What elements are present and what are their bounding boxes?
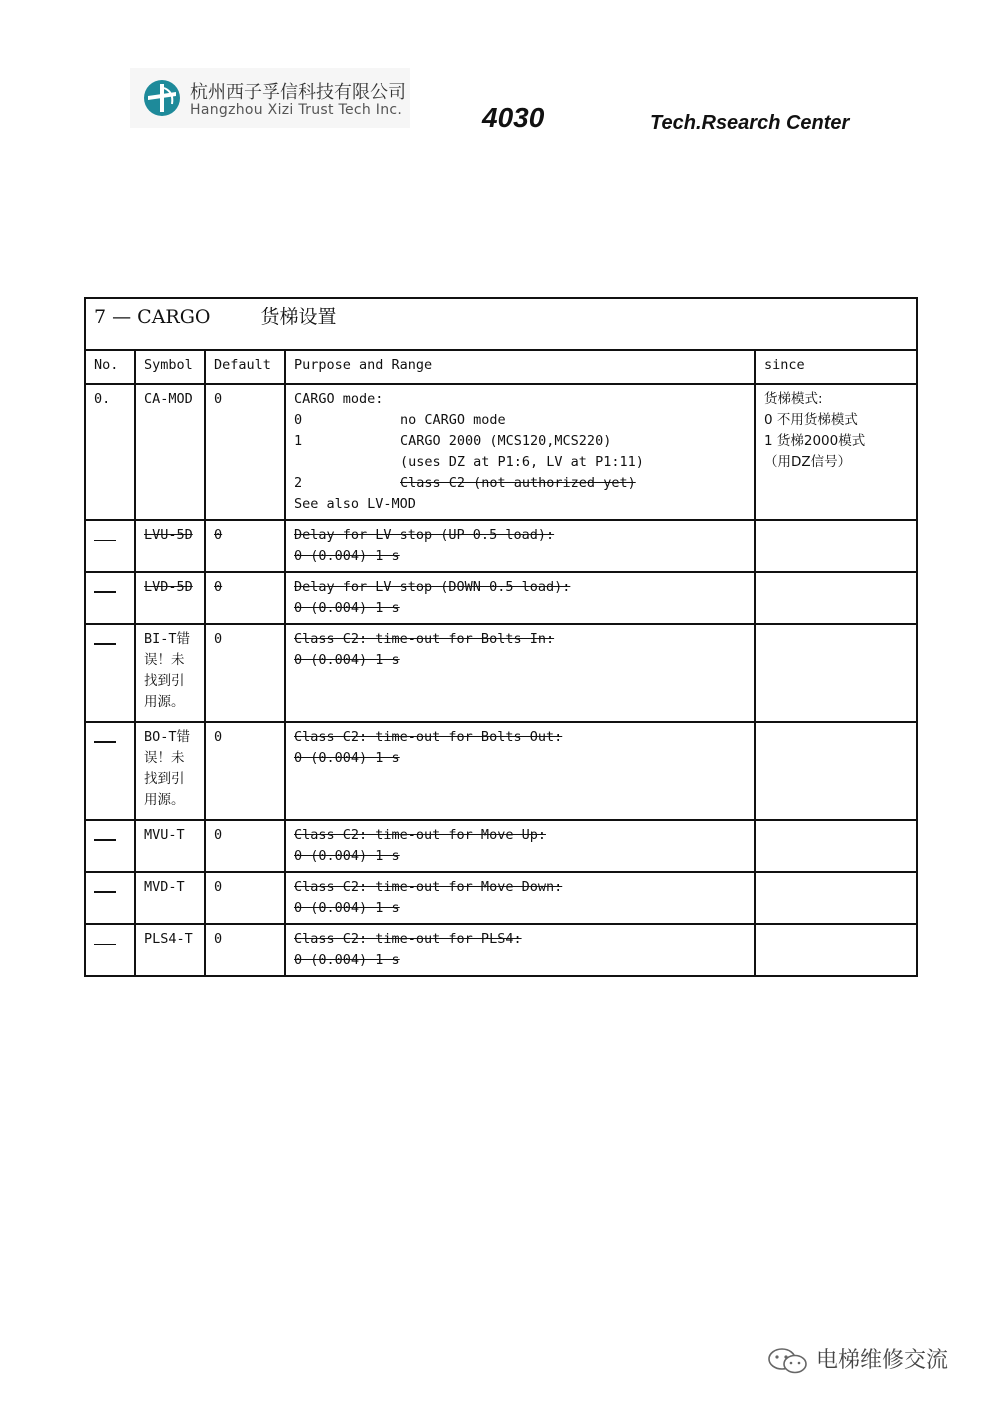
deleted-dash (94, 591, 116, 593)
row-default: 0 (205, 872, 285, 924)
since-line: 1 货梯2000模式 (764, 433, 866, 449)
purpose-range: 0 (0.004) 1 s (294, 750, 400, 766)
purpose-range: 0 (0.004) 1 s (294, 652, 400, 668)
option-note: (uses DZ at P1:6, LV at P1:11) (400, 454, 644, 470)
col-header-purpose: Purpose and Range (285, 350, 755, 384)
purpose-range: 0 (0.004) 1 s (294, 900, 400, 916)
company-name-en: Hangzhou Xizi Trust Tech Inc. (190, 102, 403, 118)
purpose-line: Class C2: time-out for Move Down: (294, 879, 563, 895)
row-default: 0 (205, 820, 285, 872)
since-line: （用DZ信号） (764, 454, 852, 470)
row-symbol: LVD-5D (135, 572, 205, 624)
purpose-line: Class C2: time-out for Bolts Out: (294, 729, 563, 745)
company-logo-icon (142, 78, 182, 118)
row-purpose (285, 820, 755, 872)
header-row (85, 350, 917, 384)
purpose-range: 0 (0.004) 1 s (294, 952, 400, 968)
row-no (85, 520, 135, 572)
purpose-line: Delay for LV stop (UP 0.5 load): (294, 527, 555, 543)
row-default: 0 (205, 624, 285, 722)
deleted-dash (94, 891, 116, 893)
row-default: 0 (205, 722, 285, 820)
row-no (85, 572, 135, 624)
row-symbol: PLS4-T (135, 924, 205, 976)
row-purpose (285, 924, 755, 976)
row-default: 0 (205, 384, 285, 520)
row-symbol: CA-MOD (135, 384, 205, 520)
company-name-cn: 杭州西子孚信科技有限公司 (190, 82, 406, 103)
deleted-dash (94, 944, 116, 945)
purpose-range: 0 (0.004) 1 s (294, 548, 400, 564)
row-no (85, 624, 135, 722)
row-no (85, 924, 135, 976)
table-row (85, 820, 917, 872)
purpose-range: 0 (0.004) 1 s (294, 600, 400, 616)
table-row (85, 520, 917, 572)
table-row (85, 624, 917, 722)
option-text: CARGO 2000 (MCS120,MCS220) (400, 433, 612, 449)
row-purpose (285, 722, 755, 820)
row-symbol: MVU-T (135, 820, 205, 872)
col-header-default: Default (205, 350, 285, 384)
section-title (85, 298, 917, 350)
row-no (85, 722, 135, 820)
watermark-text: 电梯维修交流 (816, 1348, 949, 1373)
purpose-line: Class C2: time-out for PLS4: (294, 931, 522, 947)
col-header-since: since (755, 350, 917, 384)
row-purpose (285, 624, 755, 722)
row-since (755, 384, 917, 520)
row-purpose (285, 872, 755, 924)
option-number: 2 (294, 475, 303, 491)
row-since (755, 624, 917, 722)
purpose-range: 0 (0.004) 1 s (294, 848, 400, 864)
section-title-cn: 货梯设置 (260, 306, 337, 328)
purpose-option (294, 410, 746, 431)
row-since (755, 924, 917, 976)
table-row (85, 384, 917, 520)
purpose-option (294, 431, 746, 452)
section-title-row (85, 298, 917, 350)
since-line: 0 不用货梯模式 (764, 412, 858, 428)
center-name: Tech.Rsearch Center (650, 112, 850, 134)
row-since (755, 820, 917, 872)
deleted-dash (94, 839, 116, 841)
purpose-line: Class C2: time-out for Bolts In: (294, 631, 555, 647)
row-purpose (285, 520, 755, 572)
deleted-dash (94, 643, 116, 645)
section-title-text: 7 — CARGO (94, 306, 211, 328)
deleted-dash (94, 540, 116, 541)
since-line: 货梯模式: (764, 391, 823, 407)
row-since (755, 520, 917, 572)
option-text: Class C2 (not authorized yet) (400, 475, 636, 491)
row-no (85, 820, 135, 872)
row-since (755, 722, 917, 820)
row-purpose (285, 572, 755, 624)
table-row (85, 722, 917, 820)
row-no (85, 872, 135, 924)
row-default: 0 (205, 520, 285, 572)
company-logo (130, 68, 410, 128)
row-default: 0 (205, 572, 285, 624)
purpose-see-also: See also LV-MOD (294, 496, 416, 512)
parameter-table (84, 297, 918, 977)
document-number: 4030 (482, 102, 545, 133)
table-row (85, 924, 917, 976)
row-no: 0. (85, 384, 135, 520)
wechat-watermark (766, 1343, 948, 1376)
row-symbol: BI-T错误！未找到引用源。 (135, 624, 205, 722)
row-since (755, 572, 917, 624)
row-symbol: LVU-5D (135, 520, 205, 572)
row-since (755, 872, 917, 924)
col-header-symbol: Symbol (135, 350, 205, 384)
col-header-no: No. (85, 350, 135, 384)
row-default: 0 (205, 924, 285, 976)
option-number: 1 (294, 433, 303, 449)
purpose-option-note (294, 452, 746, 473)
table-row (85, 872, 917, 924)
purpose-option (294, 473, 746, 494)
table-row (85, 572, 917, 624)
row-purpose (285, 384, 755, 520)
option-text: no CARGO mode (400, 412, 506, 428)
option-number: 0 (294, 412, 303, 428)
wechat-icon (766, 1346, 810, 1376)
purpose-line: Class C2: time-out for Move Up: (294, 827, 546, 843)
row-symbol: MVD-T (135, 872, 205, 924)
purpose-line: Delay for LV stop (DOWN 0.5 load): (294, 579, 571, 595)
purpose-line: CARGO mode: (294, 391, 384, 407)
row-symbol: BO-T错误！未找到引用源。 (135, 722, 205, 820)
deleted-dash (94, 741, 116, 743)
